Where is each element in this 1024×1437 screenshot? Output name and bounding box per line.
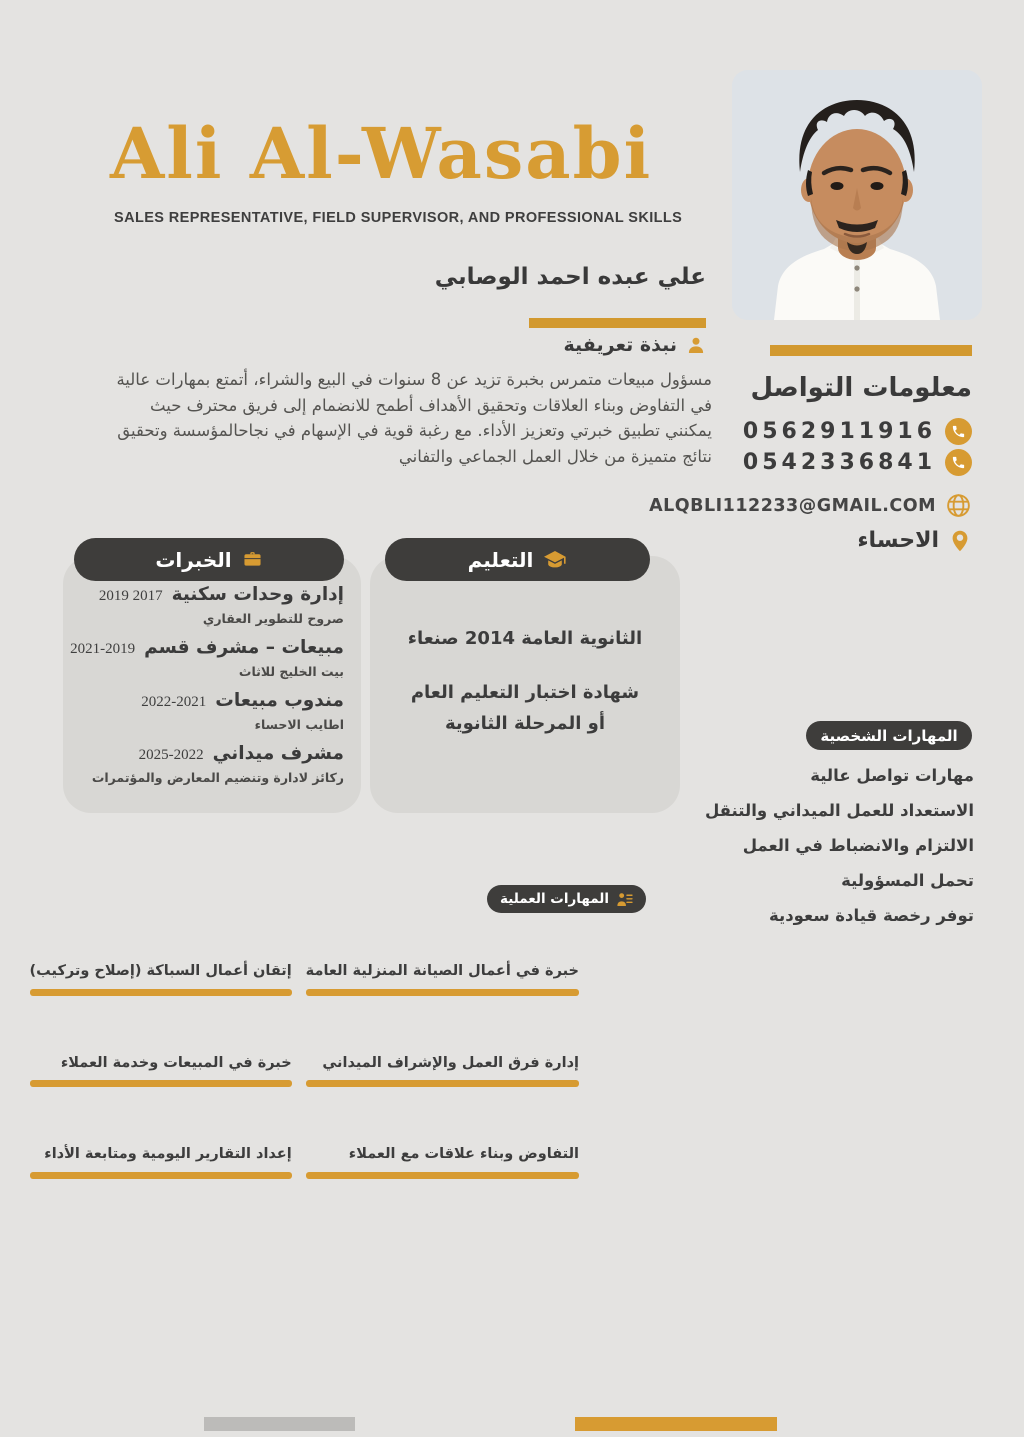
job-company: صروح للتطوير العقاري [202,611,344,626]
experience-entry [78,743,344,785]
experience-entry [78,584,344,626]
practical-skill-item: خبرة في أعمال الصيانة المنزلية العامة [306,962,579,996]
practical-skill-item: إدارة فرق العمل والإشراف الميداني [306,1054,579,1088]
phone-icon [945,418,972,445]
profile-photo [732,70,982,320]
personal-skills-heading-label: المهارات الشخصية [820,726,958,745]
experience-section-header [74,538,344,581]
email-row [649,492,972,519]
experience-entry [70,637,344,679]
personal-skill-item: تحمل المسؤولية [841,871,974,890]
person-checklist-icon [616,891,633,908]
job-company: اطايب الاحساء [254,717,344,732]
job-company: ركائز لادارة وتنضيم المعارض والمؤتمرات [91,770,344,785]
education-degree: الثانوية العامة 2014 صنعاء [407,628,643,649]
practical-skill-item: التفاوض وبناء علاقات مع العملاء [306,1145,579,1179]
location-label: الاحساء [857,528,939,553]
skill-underline [30,989,292,996]
phone-icon [945,449,972,476]
job-title: مشرف ميداني2022-2025 [138,743,344,764]
skill-underline [30,1172,292,1179]
practical-skills-grid [29,962,579,1179]
personal-skill-item: توفر رخصة قيادة سعودية [769,906,974,925]
personal-skill-item: مهارات تواصل عالية [810,766,974,785]
education-section-header [385,538,650,581]
name-accent-bar [529,318,706,328]
job-dates: 2022-2025 [138,747,204,763]
experience-list [70,584,344,796]
footer-gray-bar [204,1417,355,1431]
education-certificate [393,678,657,739]
email-address: ALQBLI112233@GMAIL.COM [649,495,936,516]
job-title: مندوب مبيعات2021-2022 [141,690,344,711]
location-row [656,528,972,553]
headline: SALES REPRESENTATIVE, FIELD SUPERVISOR, AND PROFESSIONAL SKILLS [114,210,683,226]
education-certificate-line1: شهادة اختبار التعليم العام [410,682,640,703]
personal-skill-item: الاستعداد للعمل الميداني والتنقل [704,801,974,820]
practical-skills-heading-label: المهارات العملية [500,891,609,907]
contact-section [649,345,972,553]
practical-skill-item: إعداد التقارير اليومية ومتابعة الأداء [30,1145,292,1179]
graduation-cap-icon [543,548,567,572]
phone-row-1 [656,418,972,445]
education-heading-label: التعليم [467,547,534,572]
job-dates: 2017 2019 [98,588,163,604]
contact-heading: معلومات التواصل [750,373,972,403]
about-heading-label: نبذة تعريفية [563,334,677,356]
job-title: إدارة وحدات سكنية2017 2019 [98,584,344,605]
footer-gold-bar [575,1417,777,1431]
phone-number-1: 0562911916 [742,419,936,444]
experience-entry [78,690,344,732]
personal-skills-list [646,766,974,941]
skill-underline [306,1172,579,1179]
practical-skills-section-header [487,885,646,913]
job-company: بيت الخليج للاثاث [238,664,344,679]
skill-underline [306,1080,579,1087]
page-title: Ali Al-Wasabi [110,112,653,195]
education-certificate-line2: أو المرحلة الثانوية [444,712,606,734]
about-summary-text: مسؤول مبيعات متمرس بخبرة تزيد عن 8 سنوات في البيع والشراء، أتمتع بمهارات عالية في التفاوض وبناء العلاقات وتحقيق الأهداف أطمح للانضمام إلى فريق محترف حيث يمكنني تطبيق خبرتي وتعزيز الأداء. مع رغبة قوية في الإسهام في نجاحالمؤسسة وتحقيق نتائج متميزة من خلال العمل الجماعي والتفاني [116,370,712,466]
personal-skill-item: الالتزام والانضباط في العمل [742,836,974,855]
location-pin-icon [948,529,972,553]
arabic-name: علي عبده احمد الوصابي [434,264,706,290]
job-dates: 2019-2021 [70,641,136,657]
practical-skill-item: خبرة في المبيعات وخدمة العملاء [30,1054,292,1088]
skill-underline [306,989,579,996]
personal-skills-section-header [806,721,972,750]
practical-skill-item: إتقان أعمال السباكة (إصلاح وتركيب) [30,962,292,996]
contact-accent-bar [770,345,972,356]
phone-row-2 [656,449,972,476]
job-title: مبيعات – مشرف قسم2019-2021 [70,637,344,658]
skill-underline [30,1080,292,1087]
briefcase-icon [242,549,263,570]
globe-icon [945,492,972,519]
phone-number-2: 0542336841 [742,450,936,475]
experience-heading-label: الخبرات [155,547,232,572]
portrait-illustration [732,70,982,320]
job-dates: 2021-2022 [141,694,207,710]
